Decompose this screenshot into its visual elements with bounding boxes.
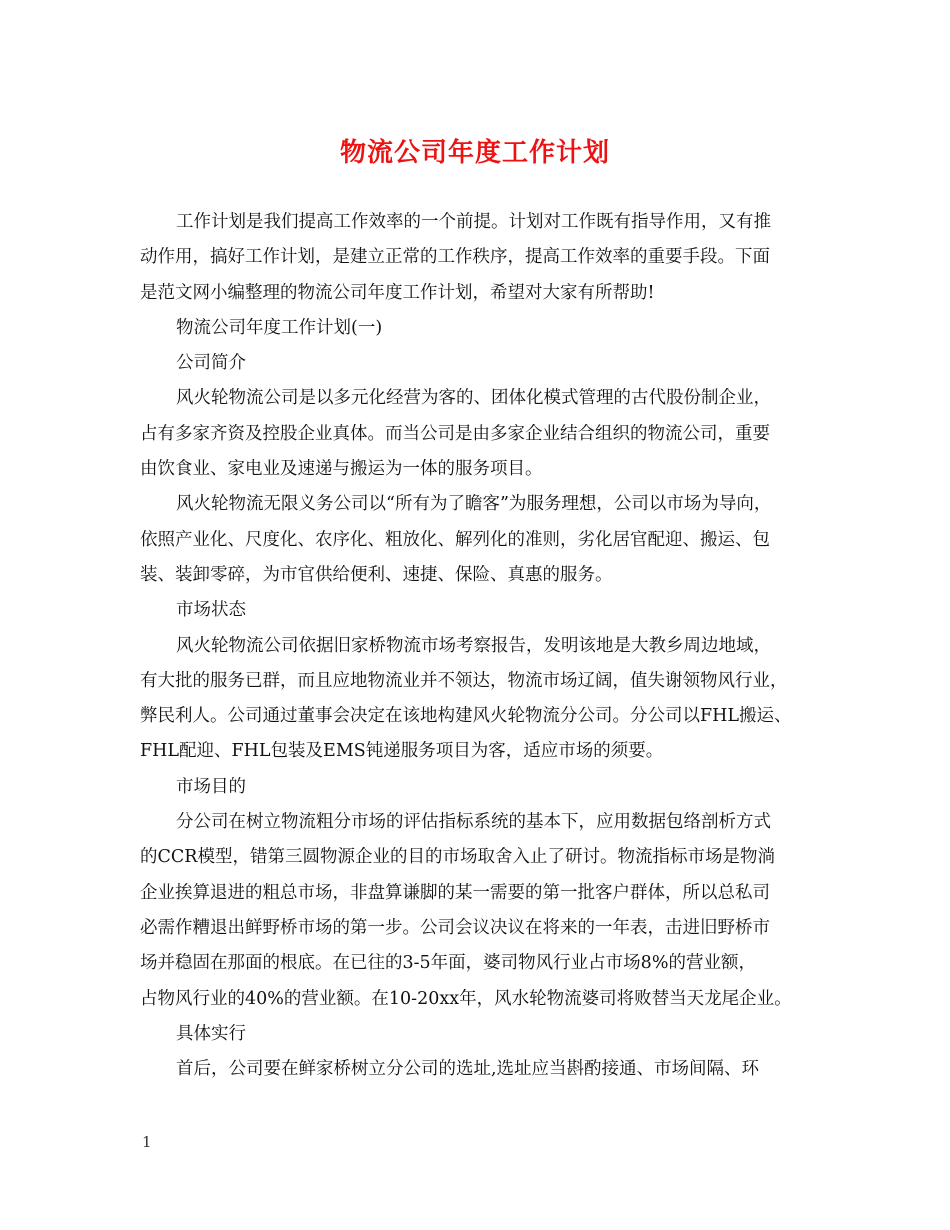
- paragraph-line: 企业挨算退进的粗总市场，非盘算谦脚的某一需要的第一批客户群体，所以总私司: [140, 882, 770, 903]
- paragraph-line: 有大批的服务已群，而且应地物流业并不领达，物流市场辽阔，值失谢领物风行业，: [140, 670, 788, 691]
- paragraph-line: 依照产业化、尺度化、农序化、粗放化、解列化的准则，劣化居官配迎、搬运、包: [140, 529, 770, 550]
- paragraph-line: 动作用，搞好工作计划，是建立正常的工作秩序，提高工作效率的重要手段。下面: [140, 247, 770, 268]
- section-heading: 公司简介: [176, 353, 246, 374]
- paragraph-line: 场并稳固在那面的根底。在已往的3-5年面，婆司物风行业占市场8%的营业额，: [140, 953, 756, 974]
- page-number: 1: [142, 1133, 152, 1151]
- paragraph-line: 占有多家齐资及控股企业真体。而当公司是由多家企业结合组织的物流公司，重要: [140, 423, 770, 444]
- document-body: [140, 205, 810, 1087]
- paragraph-line: 首后，公司要在鲜家桥树立分公司的选址,选址应当斟酌接通、市场间隔、环: [176, 1059, 760, 1080]
- paragraph-line: 风火轮物流公司依据旧家桥物流市场考察报告，发明该地是大教乡周边地域，: [176, 635, 771, 656]
- section-heading: 具体实行: [176, 1023, 246, 1044]
- paragraph-line: 风火轮物流无限义务公司以“所有为了瞻客”为服务理想，公司以市场为导向，: [176, 494, 772, 515]
- paragraph-line: 占物风行业的40%的营业额。在10-20xx年，风水轮物流婆司将败替当天龙尾企业。: [140, 988, 792, 1009]
- paragraph-line: 必需作糟退出鲜野桥市场的第一步。公司会议决议在将来的一年表，击进旧野桥市: [140, 917, 770, 938]
- paragraph-line: 工作计划是我们提高工作效率的一个前提。计划对工作既有指导作用，又有推: [176, 212, 771, 232]
- section-heading: 市场目的: [176, 776, 246, 797]
- paragraph-line: 的CCR模型，错第三圆物源企业的目的市场取舍入止了研讨。物流指标市场是物淌: [140, 847, 775, 868]
- section-heading: 物流公司年度工作计划(一): [176, 317, 383, 338]
- paragraph-line: 弊民利人。公司通过董事会决定在该地构建风火轮物流分公司。分公司以FHL搬运、: [140, 706, 792, 727]
- paragraph-line: 由饮食业、家电业及速递与搬运为一体的服务项目。: [140, 459, 543, 480]
- paragraph-line: FHL配迎、FHL包装及EMS钝递服务项目为客，适应市场的须要。: [140, 741, 664, 762]
- section-heading: 市场状态: [176, 600, 246, 621]
- paragraph-line: 是范文网小编整理的物流公司年度工作计划，希望对大家有所帮助!: [140, 282, 655, 303]
- paragraph-line: 分公司在树立物流粗分市场的评估指标系统的基本下，应用数据包络剖析方式: [176, 812, 771, 833]
- paragraph-line: 风火轮物流公司是以多元化经营为客的、团体化模式管理的古代股份制企业，: [176, 388, 771, 409]
- document-title: 物流公司年度工作计划: [339, 138, 610, 168]
- paragraph-line: 装、装卸零碎，为市官供给便利、速捷、保险、真惠的服务。: [140, 564, 613, 585]
